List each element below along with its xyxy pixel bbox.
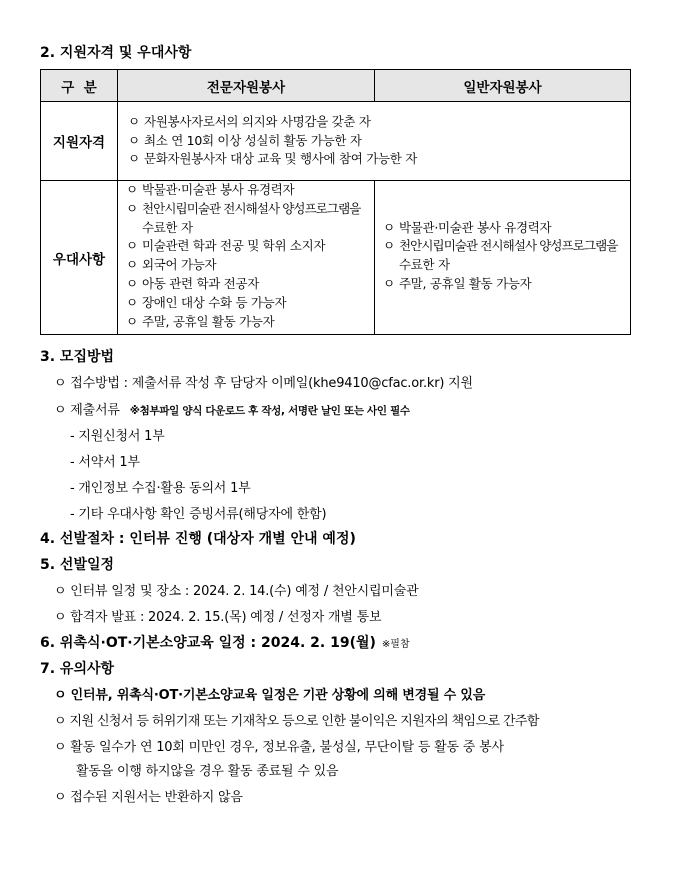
notice-item-continuation: 활동을 이행 하지않을 경우 활동 종료될 수 있음: [76, 764, 339, 779]
list-item: ㅇ 아동 관련 학과 전공자: [126, 275, 259, 291]
table-header-category: 구 분: [41, 70, 118, 102]
section-7-title: 7. 유의사항: [40, 661, 115, 677]
doc-item: - 개인정보 수집·활용 동의서 1부: [70, 481, 251, 496]
list-item: ㅇ 미술관련 학과 전공 및 학위 소지자: [126, 238, 326, 254]
schedule-item: ㅇ 합격자 발표 : 2024. 2. 15.(목) 예정 / 선정자 개별 통보: [54, 610, 382, 625]
list-item: ㅇ 장애인 대상 수화 등 가능자: [126, 294, 287, 310]
section-6-title-row: [40, 632, 410, 652]
submission-docs-row: [54, 399, 410, 418]
list-item: ㅇ 주말, 공휴일 활동 가능자: [383, 275, 532, 291]
list-item: ㅇ 자원봉사자로서의 의지와 사명감을 갖춘 자: [128, 113, 371, 129]
table-header-professional: 전문자원봉사: [118, 70, 375, 102]
list-item: ㅇ 박물관·미술관 봉사 유경력자: [383, 219, 552, 235]
preference-general-cell: [375, 181, 631, 335]
notice-item: ㅇ 인터뷰, 위촉식·OT·기본소양교육 일정은 기관 상황에 의해 변경될 수 있음: [54, 688, 486, 703]
section-6-note: ※필참: [381, 639, 410, 650]
list-item: ㅇ 박물관·미술관 봉사 유경력자: [126, 182, 295, 197]
schedule-item: ㅇ 인터뷰 일정 및 장소 : 2024. 2. 14.(수) 예정 / 천안시립미술관: [54, 584, 419, 599]
notice-item: ㅇ 활동 일수가 연 10회 미만인 경우, 정보유출, 불성실, 무단이탈 등 활동 중 봉사: [54, 740, 504, 755]
notice-item: ㅇ 접수된 지원서는 반환하지 않음: [54, 790, 243, 805]
qualification-cell: [118, 102, 631, 181]
doc-item: - 서약서 1부: [70, 455, 140, 470]
list-item: ㅇ 최소 연 10회 이상 성실히 활동 가능한 자: [128, 132, 362, 148]
row-label-qualification: 지원자격: [41, 102, 118, 181]
preference-professional-cell: [118, 181, 375, 335]
section-5-title: 5. 선발일정: [40, 557, 115, 573]
submission-docs-label: ㅇ 제출서류: [54, 403, 120, 418]
notice-item: ㅇ 지원 신청서 등 허위기재 또는 기재착오 등으로 인한 불이익은 지원자의 책임으로 간주함: [54, 714, 539, 729]
doc-item: - 기타 우대사항 확인 증빙서류(해당자에 한함): [70, 507, 327, 522]
doc-item: - 지원신청서 1부: [70, 429, 165, 444]
list-item-continuation: 수료한 자: [142, 219, 193, 235]
submission-docs-note: ※첨부파일 양식 다운로드 후 작성, 서명란 날인 또는 사인 필수: [129, 405, 410, 417]
list-item: ㅇ 천안시립미술관 전시해설사 양성프로그램을: [126, 200, 361, 216]
section-6-title: 6. 위촉식·OT·기본소양교육 일정 : 2024. 2. 19(월): [40, 635, 376, 651]
list-item: ㅇ 주말, 공휴일 활동 가능자: [126, 313, 275, 329]
list-item: ㅇ 외국어 가능자: [126, 257, 217, 273]
section-2-title: 2. 지원자격 및 우대사항: [40, 45, 192, 61]
section-4-title: 4. 선발절차 : 인터뷰 진행 (대상자 개별 안내 예정): [40, 531, 356, 547]
submission-method: ㅇ 접수방법 : 제출서류 작성 후 담당자 이메일(khe9410@cfac.or.kr) 지원: [54, 376, 473, 391]
list-item: ㅇ 문화자원봉사자 대상 교육 및 행사에 참여 가능한 자: [128, 151, 417, 167]
qualification-table: [40, 69, 631, 335]
row-label-preference: 우대사항: [41, 181, 118, 335]
section-3-title: 3. 모집방법: [40, 349, 115, 365]
table-header-general: 일반자원봉사: [375, 70, 631, 102]
list-item-continuation: 수료한 자: [399, 257, 450, 273]
list-item: ㅇ 천안시립미술관 전시해설사 양성프로그램을: [383, 238, 618, 254]
